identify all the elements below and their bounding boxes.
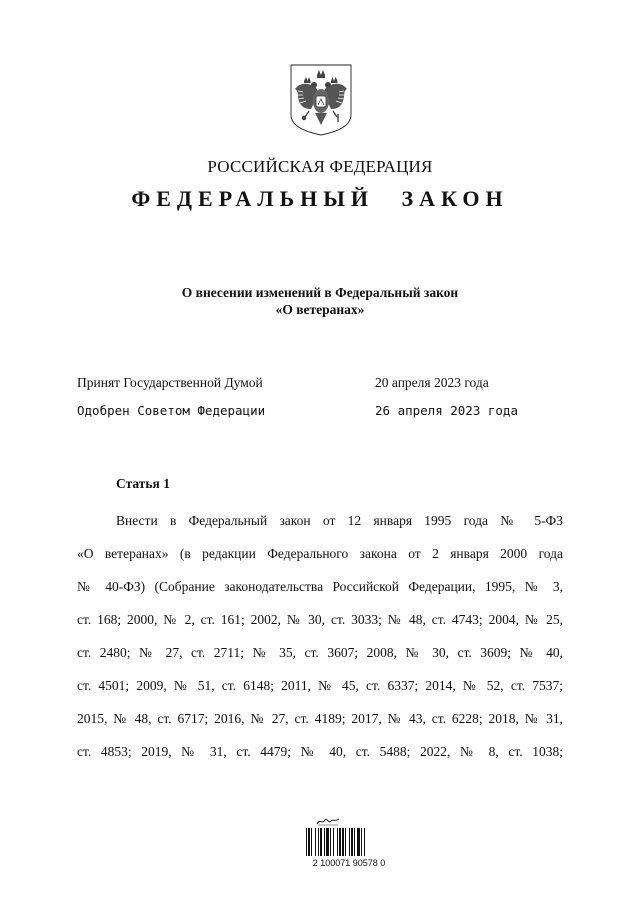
barcode-number: 2 100071 90578 0 <box>312 858 386 868</box>
article-text-line: Внести в Федеральный закон от 12 января 1995 года № 5-ФЗ <box>116 513 563 528</box>
law-title-line-2: «О ветеранах» <box>275 302 365 317</box>
article-text-line: «О ветеранах» (в редакции Федерального закона от 2 января 2000 года <box>77 546 563 561</box>
article-text-line: ст. 4853; 2019, № 31, ст. 4479; № 40, ст. 5488; 2022, № 8, ст. 1038; <box>77 744 563 759</box>
article-text-line: ст. 2480; № 27, ст. 2711; № 35, ст. 3607; 2008, № 30, ст. 3609; № 40, <box>77 645 563 660</box>
barcode-icon <box>306 828 392 856</box>
council-approval-date: 26 апреля 2023 года <box>375 403 518 418</box>
article-text-line: 2015, № 48, ст. 6717; 2016, № 27, ст. 4189; 2017, № 43, ст. 6228; 2018, № 31, <box>77 711 563 726</box>
russian-coat-of-arms-icon <box>287 63 355 137</box>
duma-adoption-label: Принят Государственной Думой <box>77 375 263 390</box>
duma-adoption-date: 20 апреля 2023 года <box>375 375 489 390</box>
signature-mark-icon <box>316 816 340 826</box>
article-text-line: № 40-ФЗ) (Собрание законодательства Российской Федерации, 1995, № 3, <box>77 579 563 594</box>
article-heading: Статья 1 <box>116 476 170 491</box>
document-type: ФЕДЕРАЛЬНЫЙ ЗАКОН <box>131 186 509 211</box>
document-barcode-block <box>306 816 392 872</box>
council-approval-label: Одобрен Советом Федерации <box>77 403 266 418</box>
country-name: РОССИЙСКАЯ ФЕДЕРАЦИЯ <box>207 157 433 176</box>
article-text-line: ст. 168; 2000, № 2, ст. 161; 2002, № 30, ст. 3033; № 48, ст. 4743; 2004, № 25, <box>77 612 563 627</box>
law-title-line-1: О внесении изменений в Федеральный закон <box>181 285 459 300</box>
article-text-line: ст. 4501; 2009, № 51, ст. 6148; 2011, № 45, ст. 6337; 2014, № 52, ст. 7537; <box>77 678 563 693</box>
